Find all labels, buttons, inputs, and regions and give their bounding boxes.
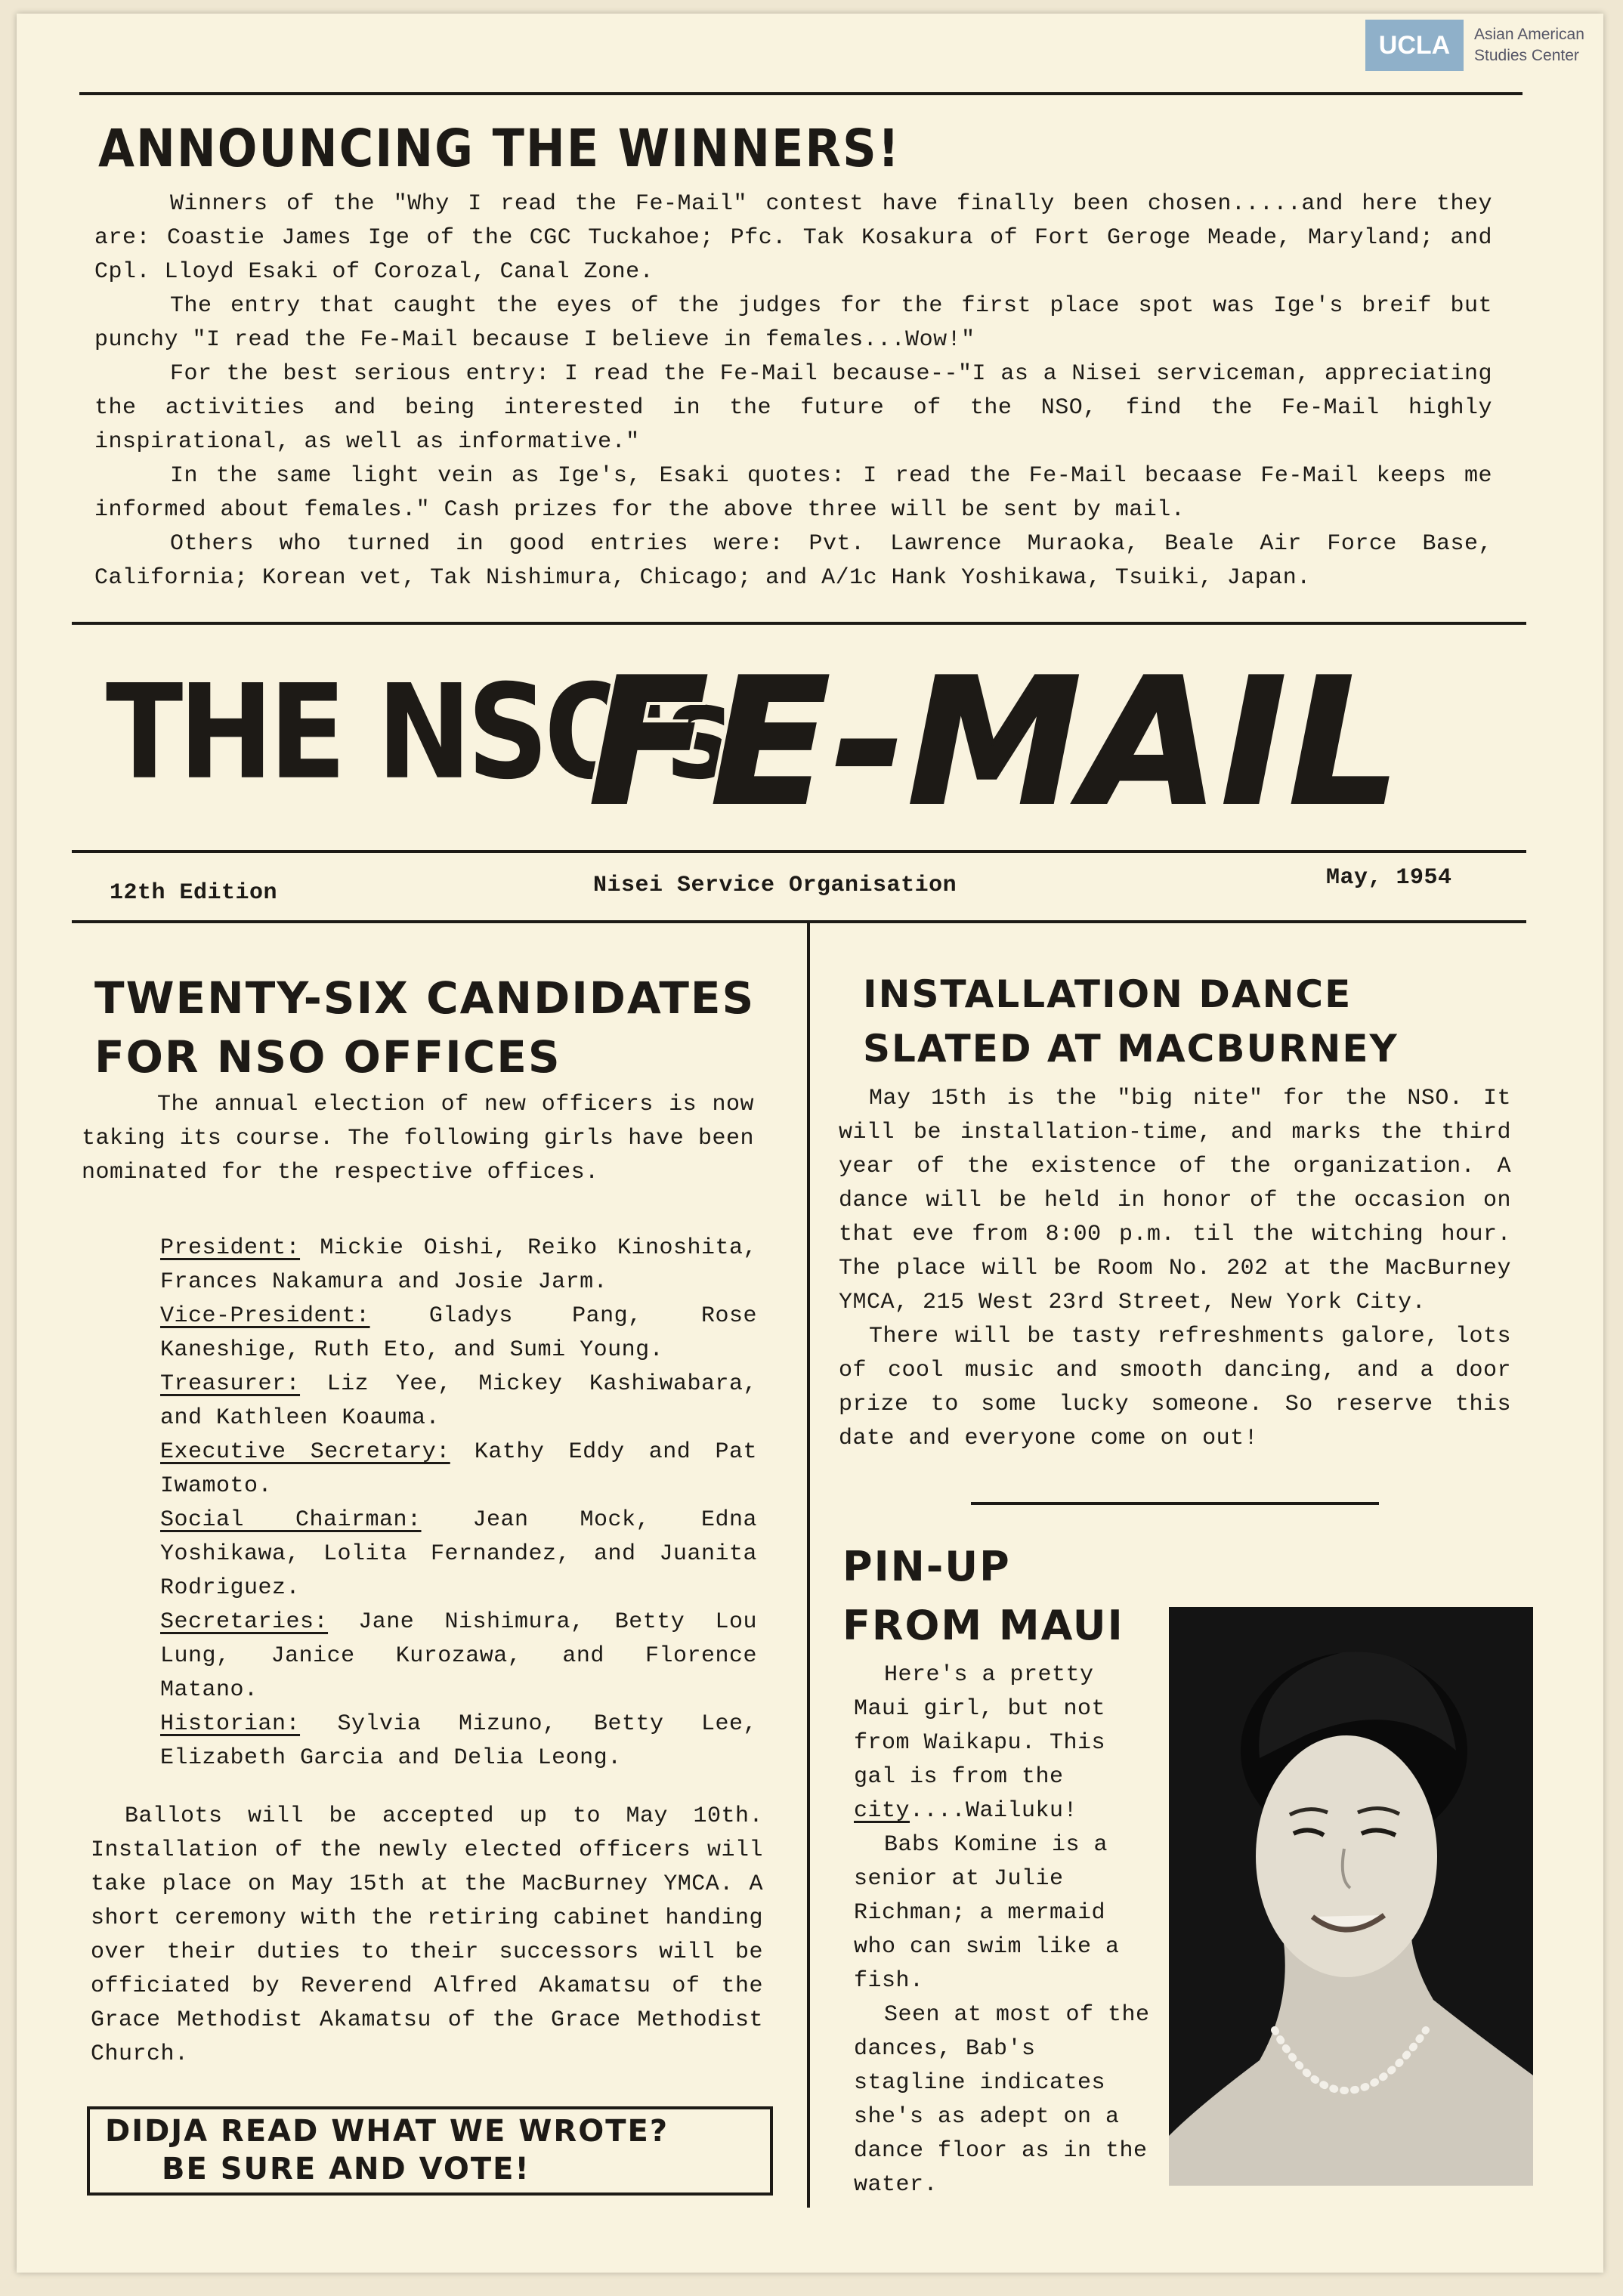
masthead-top-rule	[72, 622, 1526, 625]
winners-paragraph: Winners of the "Why I read the Fe-Mail" contest have finally been chosen.....and here they are: Coastie James Ige of the CGC Tuckahoe; Pfc. Tak Kosakura of Fort Geroge Meade, Maryland; and Cpl. Lloyd Esaki of Corozal, Canal Zone.	[94, 191, 1492, 285]
office-entry	[160, 1707, 757, 1775]
vote-reminder-line2: BE SURE AND VOTE!	[162, 2152, 530, 2186]
dance-heading: INSTALLATION DANCE SLATED AT MACBURNEY	[863, 972, 1399, 1071]
office-entry	[160, 1435, 757, 1503]
edition-label: 12th Edition	[110, 880, 278, 906]
office-entry	[160, 1605, 757, 1707]
pinup-heading: PIN-UP FROM MAUI	[842, 1543, 1124, 1649]
office-entry	[160, 1299, 757, 1367]
info-bottom-rule	[72, 920, 1526, 923]
pinup-paragraph: Seen at most of the dances, Bab's stagline indicates she's as adept on a dance floor as in the water.	[854, 2002, 1150, 2198]
office-title: Secretaries:	[160, 1609, 329, 1635]
badge-caption: Asian American Studies Center	[1474, 26, 1584, 64]
pinup-paragraph: Babs Komine is a senior at Julie Richman; a mermaid who can swim like a fish.	[854, 1832, 1120, 1994]
office-names: Jean Mock, Edna Yoshikawa, Lolita Fernandez, and Juanita Rodriguez.	[160, 1507, 758, 1601]
masthead-bottom-rule	[72, 850, 1526, 853]
masthead-fe-mail: FE-MAIL	[589, 642, 1403, 844]
winners-paragraph: For the best serious entry: I read the Fe-Mail because--"I as a Nisei serviceman, appreciating the activities and being interested in the future of the NSO, find the Fe-Mail highly inspirational, as well as informative."	[94, 361, 1492, 455]
office-entry	[160, 1367, 757, 1435]
office-names: Sylvia Mizuno, Betty Lee, Elizabeth Garcia and Delia Leong.	[160, 1711, 757, 1771]
masthead-nso: THE NSO's	[106, 657, 729, 809]
office-names: Liz Yee, Mickey Kashiwabara, and Kathleen Koauma.	[160, 1371, 757, 1431]
office-entry	[160, 1503, 757, 1605]
dance-paragraph: May 15th is the "big nite" for the NSO. It will be installation-time, and marks the third year of the existence of the organization. A dance will be held in honor of the occasion on that eve from 8:00 p.m. til the witching hour. The place will be Room No. 202 at the MacBurney YMCA, 215 West 23rd Street, New York City.	[839, 1086, 1511, 1315]
pinup-photo	[1169, 1607, 1533, 2186]
office-title: Executive Secretary:	[160, 1439, 450, 1465]
winners-article	[94, 187, 1492, 595]
organisation-label: Nisei Service Organisation	[593, 873, 957, 898]
office-title: Treasurer:	[160, 1371, 301, 1397]
candidates-intro: The annual election of new officers is now taking its course. The following girls have been nominated for the respective offices.	[82, 1092, 754, 1185]
top-rule	[79, 92, 1523, 95]
office-names: Jane Nishimura, Betty Lou Lung, Janice Kurozawa, and Florence Matano.	[160, 1609, 757, 1703]
pinup-article	[854, 1658, 1156, 2202]
office-entry	[160, 1231, 757, 1299]
office-names: Mickie Oishi, Reiko Kinoshita, Frances Nakamura and Josie Jarm.	[160, 1235, 757, 1295]
winners-paragraph: In the same light vein as Ige's, Esaki quotes: I read the Fe-Mail becaase Fe-Mail keeps me informed about females." Cash prizes for the above three will be sent by mail.	[94, 463, 1492, 523]
pinup-portrait-image	[1169, 1607, 1533, 2186]
vote-reminder-box	[87, 2106, 773, 2196]
masthead	[91, 642, 1519, 846]
dance-paragraph: There will be tasty refreshments galore, lots of cool music and smooth dancing, and a door prize to some lucky someone. So reserve this date and everyone come on out!	[839, 1324, 1511, 1451]
ballots-paragraph: Ballots will be accepted up to May 10th. Installation of the newly elected officers will take place on May 15th at the MacBurney YMCA. A short ceremony with the retiring cabinet handing over their duties to their successors will be officiated by Reverend Alfred Akamatsu of the Grace Methodist Akamatsu of the Grace Methodist Church.	[91, 1803, 763, 2067]
pinup-paragraph: Here's a pretty Maui girl, but not from Waikapu. This gal is from the city....Wailuku!	[854, 1662, 1106, 1824]
office-names: Gladys Pang, Rose Kaneshige, Ruth Eto, and Sumi Young.	[160, 1303, 757, 1363]
dance-end-rule	[971, 1502, 1379, 1505]
issue-date: May, 1954	[1326, 865, 1452, 891]
ucla-badge	[1365, 20, 1600, 71]
office-names: Kathy Eddy and Pat Iwamoto.	[160, 1439, 757, 1499]
office-title: Social Chairman:	[160, 1507, 422, 1533]
winners-heading: ANNOUNCING THE WINNERS!	[98, 118, 901, 179]
office-title: President:	[160, 1235, 301, 1261]
office-title: Vice-President:	[160, 1303, 370, 1329]
candidates-heading: TWENTY-SIX CANDIDATES FOR NSO OFFICES	[94, 972, 756, 1083]
ucla-logo: UCLA	[1365, 20, 1464, 71]
column-divider	[807, 923, 810, 2208]
candidates-list	[160, 1231, 757, 1775]
winners-paragraph: The entry that caught the eyes of the judges for the first place spot was Ige's breif but punchy "I read the Fe-Mail because I believe in females...Wow!"	[94, 293, 1492, 353]
vote-reminder-line1: DIDJA READ WHAT WE WROTE?	[105, 2114, 669, 2149]
dance-article	[839, 1082, 1511, 1456]
winners-paragraph: Others who turned in good entries were: Pvt. Lawrence Muraoka, Beale Air Force Base, California; Korean vet, Tak Nishimura, Chicago; and A/1c Hank Yoshikawa, Tsuiki, Japan.	[94, 531, 1492, 591]
office-title: Historian:	[160, 1711, 301, 1737]
